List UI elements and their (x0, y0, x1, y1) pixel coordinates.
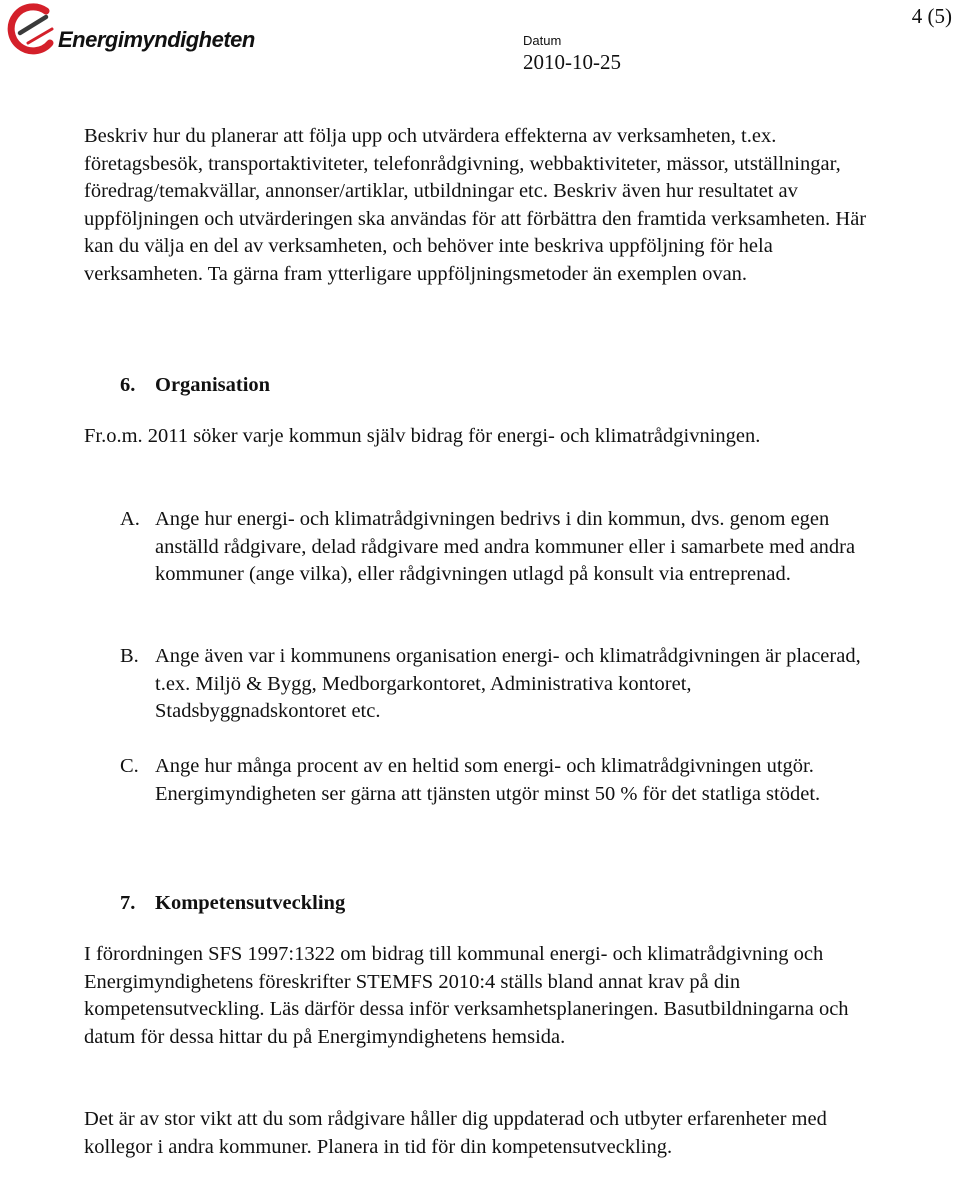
section-number: 7. (120, 892, 136, 914)
energimyndigheten-logo (6, 3, 256, 55)
list-item (120, 753, 880, 837)
section-title: Kompetensutveckling (155, 892, 346, 914)
intro-paragraph: Beskriv hur du planerar att följa upp och utvärdera effekterna av verksamheten, t.ex. företagsbesök, transportaktiviteter, telefonrådgivning, webbaktiviteter, mässor, utställningar, föredrag/temakvällar, annonser/artiklar, utbildningar etc. Beskriv även hur resultatet av uppföljningen och utvärderingen ska användas för att förbättra den framtida verksamheten. Här kan du välja en del av verksamheten, och behöver inte beskriva uppföljning för hela verksamheten. Ta gärna fram ytterligare uppföljningsmetoder än exemplen ovan. (84, 125, 867, 285)
list-item (120, 643, 880, 727)
list-item (120, 506, 880, 618)
logo-wordmark: Energimyndigheten (58, 27, 255, 52)
logo-swirl-icon (6, 3, 58, 55)
organisation-intro: Fr.o.m. 2011 söker varje kommun själv bidrag för energi- och klimatrådgivningen. (84, 425, 761, 447)
date-value: 2010-10-25 (523, 50, 621, 74)
list-item-text: Ange hur energi- och klimatrådgivningen bedrivs i din kommun, dvs. genom egen anställd rådgivare, delad rådgivare med andra kommuner eller i samarbete med andra kommuner (ange vilka), eller rådgivningen utlagd på konsult via entreprenad. (155, 508, 856, 585)
section-title: Organisation (155, 374, 271, 396)
page-number: 4 (5) (911, 4, 952, 28)
list-item-text: Ange hur många procent av en heltid som energi- och klimatrådgivningen utgör. Energimyndigheten ser gärna att tjänsten utgör minst 50 % för det statliga stödet. (155, 755, 821, 805)
section-heading-organisation (120, 371, 520, 399)
section-heading-kompetensutveckling (120, 889, 520, 917)
list-item-text: Ange även var i kommunens organisation energi- och klimatrådgivningen är placerad, t.ex. Miljö & Bygg, Medborgarkontoret, Administrativa kontoret, Stadsbyggnadskontoret etc. (155, 645, 861, 722)
kompetens-paragraph: Det är av stor vikt att du som rådgivare håller dig uppdaterad och utbyter erfarenheter med kollegor i andra kommuner. Planera in tid för din kompetensutveckling. (84, 1108, 827, 1158)
list-item-letter: B. (120, 645, 139, 667)
list-item-letter: A. (120, 508, 140, 530)
section-number: 6. (120, 374, 136, 396)
date-label: Datum (523, 33, 562, 48)
list-item-letter: C. (120, 755, 139, 777)
kompetens-paragraph: I förordningen SFS 1997:1322 om bidrag till kommunal energi- och klimatrådgivning och Energimyndighetens föreskrifter STEMFS 2010:4 ställs bland annat krav på din kompetensutveckling. Läs därför dessa inför verksamhetsplaneringen. Basutbildningarna och datum för dessa hittar du på Energimyndighetens hemsida. (84, 943, 849, 1048)
